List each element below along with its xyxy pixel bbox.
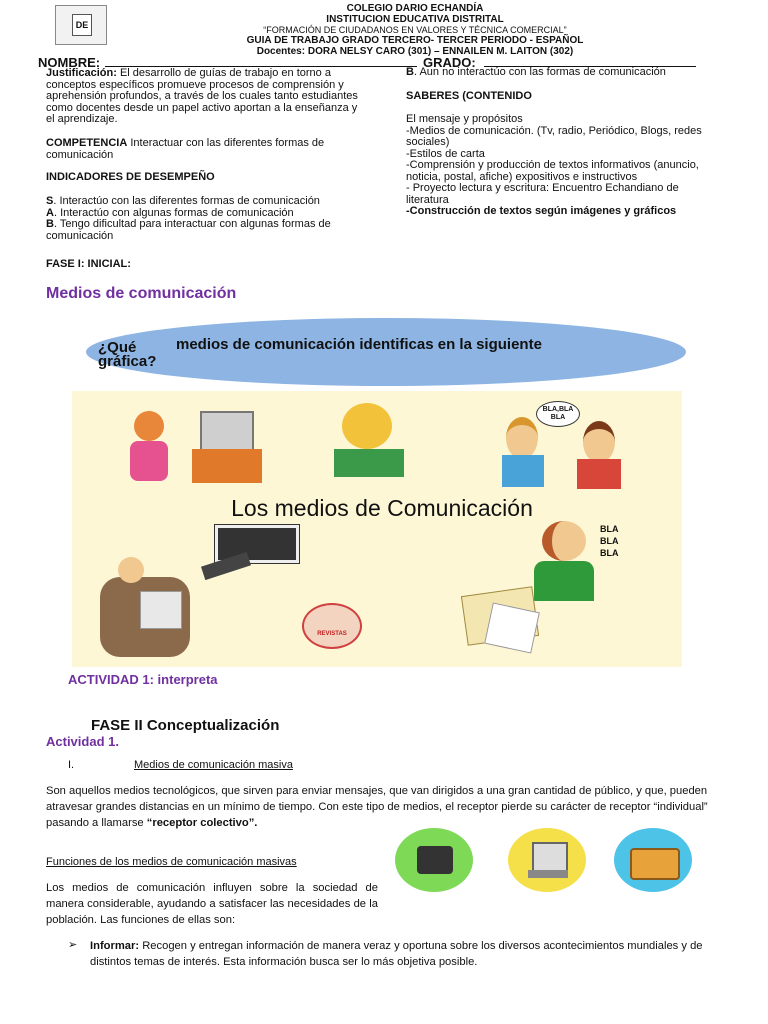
teachers-line: Docentes: DORA NELSY CARO (301) – ENNAILEN M. LAITON (302)	[256, 46, 574, 57]
saberes-item: -Comprensión y producción de textos informativos (anuncio, noticia, postal, afiche) expositivos e instructivos	[406, 159, 699, 183]
guide-title: GUIA DE TRABAJO GRADO TERCERO- TERCER PERIODO - ESPAÑOL	[246, 35, 584, 46]
boy-talking-icon	[502, 417, 544, 487]
girl-talking-icon	[577, 421, 621, 489]
phase2-title: FASE II Conceptualización	[91, 717, 280, 734]
bullet-inform: Informar: Recogen y entregan información de manera veraz y oportuna sobre los diversos acontecimientos mundiales y de distintos temas de interés. Esta información busca ser lo más objetiva posible.	[90, 940, 703, 968]
subsection-numeral: I.	[68, 759, 75, 771]
paper-icon	[484, 602, 540, 653]
speech-bubble: BLA,BLA BLA	[536, 401, 580, 427]
man-newspaper-icon	[100, 547, 192, 657]
desk-icon	[192, 449, 262, 483]
paragraph-mass-media: Son aquellos medios tecnológicos, que sirven para enviar mensajes, que van dirigidos a una gran cantidad de público, y que, pueden atravesar grandes distancias en un mínimo de tiempo. Con este tipo de medios, el receptor pierde su carácter de receptor “individual” pasando a llamarse “receptor colectivo”.	[46, 785, 708, 829]
illustration-title: Los medios de Comunicación	[231, 495, 533, 521]
activity1-label: ACTIVIDAD 1: interpreta	[68, 672, 218, 687]
saberes-item: El mensaje y propósitos	[406, 113, 523, 125]
name-label: NOMBRE:	[38, 55, 101, 70]
competence-text: Interactuar con las diferentes formas de comunicación	[46, 137, 325, 161]
school-motto: “FORMACIÓN DE CIUDADANOS EN VALORES Y TÉCNICA COMERCIAL”	[263, 25, 567, 35]
activity1b-label: Actividad 1.	[46, 734, 119, 749]
justification-text: El desarrollo de guías de trabajo en torno a conceptos específicos promueve procesos de comprensión y aprehensión profundos, a través de los cuales tanto estudiantes como docentes desde un papel activo aportan a la enseñanza y el aprendizaje.	[46, 67, 358, 125]
school-name: COLEGIO DARIO ECHANDÍA	[346, 3, 484, 14]
competence-label: COMPETENCIA	[46, 137, 128, 149]
logo-letters: DE	[72, 14, 92, 36]
indicator-item: S. Interactúo con las diferentes formas de comunicación	[46, 195, 320, 207]
bla-text: BLA BLA BLA	[600, 524, 619, 558]
saberes-list	[406, 114, 724, 218]
phase1-title: FASE I: INICIAL:	[46, 258, 131, 270]
saberes-item: - Proyecto lectura y escritura: Encuentro Echandiano de literatura	[406, 182, 679, 206]
school-logo	[55, 5, 107, 45]
section-title: Medios de comunicación	[46, 285, 237, 302]
b-indicator: B. Aun no interactúo con las formas de comunicación	[406, 66, 666, 78]
girl-phone-icon	[534, 521, 598, 601]
institution-name: INSTITUCION EDUCATIVA DISTRITAL	[326, 14, 504, 25]
justification-block	[46, 68, 362, 126]
grade-label: GRADO:	[423, 55, 476, 70]
subsection-title: Medios de comunicación masiva	[134, 759, 293, 771]
cloud-text-1: ¿Qué	[98, 339, 137, 356]
magazine-icon	[302, 603, 362, 649]
indicator-item: B. Tengo dificultad para interactuar con algunas formas de comunicación	[46, 218, 331, 242]
cloud-text-2: medios de comunicación identificas en la siguiente	[176, 336, 542, 353]
functions-text: Los medios de comunicación influyen sobre la sociedad de manera considerable, ayudando a satisfacer las necesidades de la población. Las funciones de ellas son:	[46, 882, 378, 926]
competence-block	[46, 138, 362, 161]
saberes-title: SABERES (CONTENIDO	[406, 90, 532, 102]
saberes-item: -Medios de comunicación. (Tv, radio, Periódico, Blogs, redes sociales)	[406, 124, 702, 148]
cloud-text-3: gráfica?	[98, 353, 157, 370]
radio-icon	[614, 828, 692, 892]
bullet-arrow-icon: ➢	[68, 939, 78, 951]
indicator-item: A. Interactúo con algunas formas de comunicación	[46, 206, 294, 219]
girl-computer-icon	[112, 411, 182, 491]
film-camera-icon	[395, 828, 473, 892]
media-illustration	[72, 391, 682, 667]
saberes-item: -Estilos de carta	[406, 147, 485, 160]
boy-reading-icon	[334, 403, 404, 483]
justification-label: Justificación:	[46, 67, 117, 79]
indicator-list	[46, 196, 362, 242]
magazine-label: REVISTAS	[317, 631, 347, 637]
functions-title: Funciones de los medios de comunicación masivas	[46, 856, 297, 868]
computer-icon	[508, 828, 586, 892]
saberes-item-bold: -Construcción de textos según imágenes y gráficos	[406, 205, 677, 217]
indicators-title: INDICADORES DE DESEMPEÑO	[46, 171, 215, 183]
